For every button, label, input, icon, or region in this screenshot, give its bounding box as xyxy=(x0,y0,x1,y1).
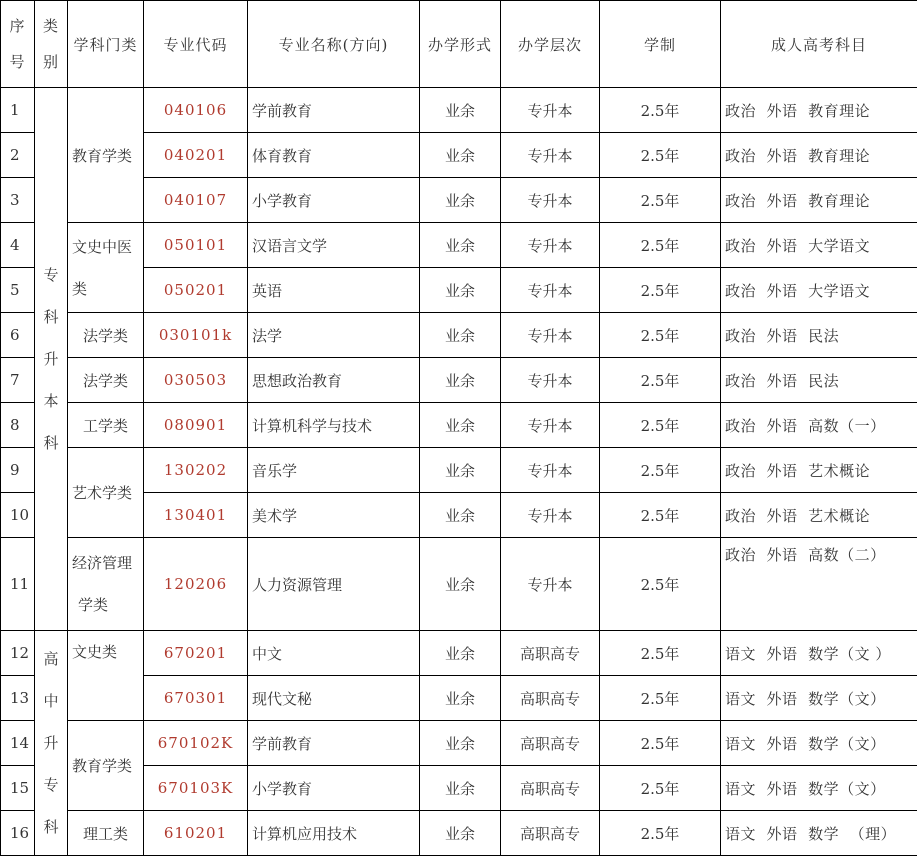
seq-cell: 1 xyxy=(1,88,35,133)
duration-cell: 2.5年 xyxy=(600,676,721,721)
name-cell: 思想政治教育 xyxy=(248,358,420,403)
level-cell: 专升本 xyxy=(501,268,600,313)
code-cell: 130401 xyxy=(144,493,248,538)
code-cell: 080901 xyxy=(144,403,248,448)
header-code: 专业代码 xyxy=(144,1,248,88)
seq-cell: 8 xyxy=(1,403,35,448)
group-zsb: 专 科 升 本 科 xyxy=(35,88,68,631)
name-cell: 小学教育 xyxy=(248,178,420,223)
duration-cell: 2.5年 xyxy=(600,631,721,676)
level-cell: 高职高专 xyxy=(501,766,600,811)
table-row xyxy=(1,358,917,403)
subjects-cell: 政治 外语 民法 xyxy=(721,358,917,403)
duration-cell: 2.5年 xyxy=(600,88,721,133)
name-cell: 学前教育 xyxy=(248,88,420,133)
duration-cell: 2.5年 xyxy=(600,403,721,448)
code-cell: 030101k xyxy=(144,313,248,358)
name-cell: 中文 xyxy=(248,631,420,676)
table-row xyxy=(1,403,917,448)
level-cell: 专升本 xyxy=(501,178,600,223)
subjects-cell: 语文 外语 数学（文） xyxy=(721,721,917,766)
level-cell: 专升本 xyxy=(501,448,600,493)
header-name: 专业名称(方向) xyxy=(248,1,420,88)
form-cell: 业余 xyxy=(420,313,501,358)
name-cell: 法学 xyxy=(248,313,420,358)
category-cell: 教育学类 xyxy=(68,721,144,811)
table-row xyxy=(1,223,917,268)
duration-cell: 2.5年 xyxy=(600,721,721,766)
category-cell: 文史中医 类 xyxy=(68,223,144,313)
duration-cell: 2.5年 xyxy=(600,538,721,631)
seq-cell: 10 xyxy=(1,493,35,538)
form-cell: 业余 xyxy=(420,721,501,766)
code-cell: 670201 xyxy=(144,631,248,676)
level-cell: 专升本 xyxy=(501,538,600,631)
name-cell: 音乐学 xyxy=(248,448,420,493)
duration-cell: 2.5年 xyxy=(600,268,721,313)
code-cell: 030503 xyxy=(144,358,248,403)
header-duration: 学制 xyxy=(600,1,721,88)
name-cell: 计算机科学与技术 xyxy=(248,403,420,448)
form-cell: 业余 xyxy=(420,358,501,403)
seq-cell: 5 xyxy=(1,268,35,313)
subjects-cell: 政治 外语 教育理论 xyxy=(721,178,917,223)
level-cell: 高职高专 xyxy=(501,676,600,721)
table-row xyxy=(1,448,917,493)
category-cell: 经济管理 学类 xyxy=(68,538,144,631)
form-cell: 业余 xyxy=(420,223,501,268)
table-row xyxy=(1,538,917,631)
code-cell: 040106 xyxy=(144,88,248,133)
seq-cell: 4 xyxy=(1,223,35,268)
code-cell: 040201 xyxy=(144,133,248,178)
level-cell: 高职高专 xyxy=(501,811,600,856)
seq-cell: 12 xyxy=(1,631,35,676)
seq-cell: 7 xyxy=(1,358,35,403)
name-cell: 小学教育 xyxy=(248,766,420,811)
category-cell: 工学类 xyxy=(68,403,144,448)
category-cell: 文史类 xyxy=(68,631,144,721)
table-row xyxy=(1,811,917,856)
seq-cell: 13 xyxy=(1,676,35,721)
category-cell: 法学类 xyxy=(68,313,144,358)
table-row xyxy=(1,631,917,676)
name-cell: 汉语言文学 xyxy=(248,223,420,268)
duration-cell: 2.5年 xyxy=(600,358,721,403)
code-cell: 040107 xyxy=(144,178,248,223)
subjects-cell: 语文 外语 数学（文） xyxy=(721,676,917,721)
code-cell: 050101 xyxy=(144,223,248,268)
subjects-cell: 政治 外语 艺术概论 xyxy=(721,493,917,538)
form-cell: 业余 xyxy=(420,133,501,178)
level-cell: 专升本 xyxy=(501,493,600,538)
name-cell: 计算机应用技术 xyxy=(248,811,420,856)
form-cell: 业余 xyxy=(420,631,501,676)
subjects-cell: 语文 外语 数学 （理） xyxy=(721,811,917,856)
code-cell: 050201 xyxy=(144,268,248,313)
level-cell: 专升本 xyxy=(501,133,600,178)
duration-cell: 2.5年 xyxy=(600,178,721,223)
name-cell: 体育教育 xyxy=(248,133,420,178)
header-form: 办学形式 xyxy=(420,1,501,88)
form-cell: 业余 xyxy=(420,811,501,856)
seq-cell: 15 xyxy=(1,766,35,811)
name-cell: 现代文秘 xyxy=(248,676,420,721)
form-cell: 业余 xyxy=(420,766,501,811)
subjects-cell: 政治 外语 艺术概论 xyxy=(721,448,917,493)
code-cell: 120206 xyxy=(144,538,248,631)
name-cell: 学前教育 xyxy=(248,721,420,766)
seq-cell: 3 xyxy=(1,178,35,223)
level-cell: 专升本 xyxy=(501,403,600,448)
duration-cell: 2.5年 xyxy=(600,313,721,358)
form-cell: 业余 xyxy=(420,178,501,223)
form-cell: 业余 xyxy=(420,538,501,631)
level-cell: 专升本 xyxy=(501,223,600,268)
seq-cell: 9 xyxy=(1,448,35,493)
seq-cell: 11 xyxy=(1,538,35,631)
form-cell: 业余 xyxy=(420,403,501,448)
name-cell: 美术学 xyxy=(248,493,420,538)
group-gqz: 高 中 升 专 科 xyxy=(35,631,68,856)
subjects-cell: 政治 外语 高数（一） xyxy=(721,403,917,448)
seq-cell: 14 xyxy=(1,721,35,766)
header-subjects: 成人高考科目 xyxy=(721,1,917,88)
subjects-cell: 语文 外语 数学（文 ） xyxy=(721,631,917,676)
level-cell: 专升本 xyxy=(501,358,600,403)
subjects-cell: 政治 外语 教育理论 xyxy=(721,88,917,133)
subjects-cell: 政治 外语 教育理论 xyxy=(721,133,917,178)
duration-cell: 2.5年 xyxy=(600,223,721,268)
header-row xyxy=(1,1,917,88)
name-cell: 英语 xyxy=(248,268,420,313)
form-cell: 业余 xyxy=(420,88,501,133)
seq-cell: 16 xyxy=(1,811,35,856)
code-cell: 670102K xyxy=(144,721,248,766)
subjects-cell: 政治 外语 民法 xyxy=(721,313,917,358)
subjects-cell: 政治 外语 大学语文 xyxy=(721,223,917,268)
level-cell: 专升本 xyxy=(501,88,600,133)
duration-cell: 2.5年 xyxy=(600,133,721,178)
header-type: 类 别 xyxy=(35,1,68,88)
header-category: 学科门类 xyxy=(68,1,144,88)
table-row xyxy=(1,313,917,358)
name-cell: 人力资源管理 xyxy=(248,538,420,631)
category-cell: 法学类 xyxy=(68,358,144,403)
seq-cell: 2 xyxy=(1,133,35,178)
category-cell: 艺术学类 xyxy=(68,448,144,538)
duration-cell: 2.5年 xyxy=(600,811,721,856)
code-cell: 670103K xyxy=(144,766,248,811)
level-cell: 专升本 xyxy=(501,313,600,358)
level-cell: 高职高专 xyxy=(501,631,600,676)
duration-cell: 2.5年 xyxy=(600,448,721,493)
subjects-cell: 政治 外语 高数（二） xyxy=(721,538,917,631)
duration-cell: 2.5年 xyxy=(600,493,721,538)
level-cell: 高职高专 xyxy=(501,721,600,766)
form-cell: 业余 xyxy=(420,676,501,721)
category-cell: 教育学类 xyxy=(68,88,144,223)
code-cell: 130202 xyxy=(144,448,248,493)
subjects-cell: 政治 外语 大学语文 xyxy=(721,268,917,313)
duration-cell: 2.5年 xyxy=(600,766,721,811)
table-row xyxy=(1,721,917,766)
form-cell: 业余 xyxy=(420,493,501,538)
form-cell: 业余 xyxy=(420,448,501,493)
table-row xyxy=(1,88,917,133)
header-seq: 序 号 xyxy=(1,1,35,88)
header-level: 办学层次 xyxy=(501,1,600,88)
code-cell: 610201 xyxy=(144,811,248,856)
category-cell: 理工类 xyxy=(68,811,144,856)
seq-cell: 6 xyxy=(1,313,35,358)
code-cell: 670301 xyxy=(144,676,248,721)
form-cell: 业余 xyxy=(420,268,501,313)
subjects-cell: 语文 外语 数学（文） xyxy=(721,766,917,811)
